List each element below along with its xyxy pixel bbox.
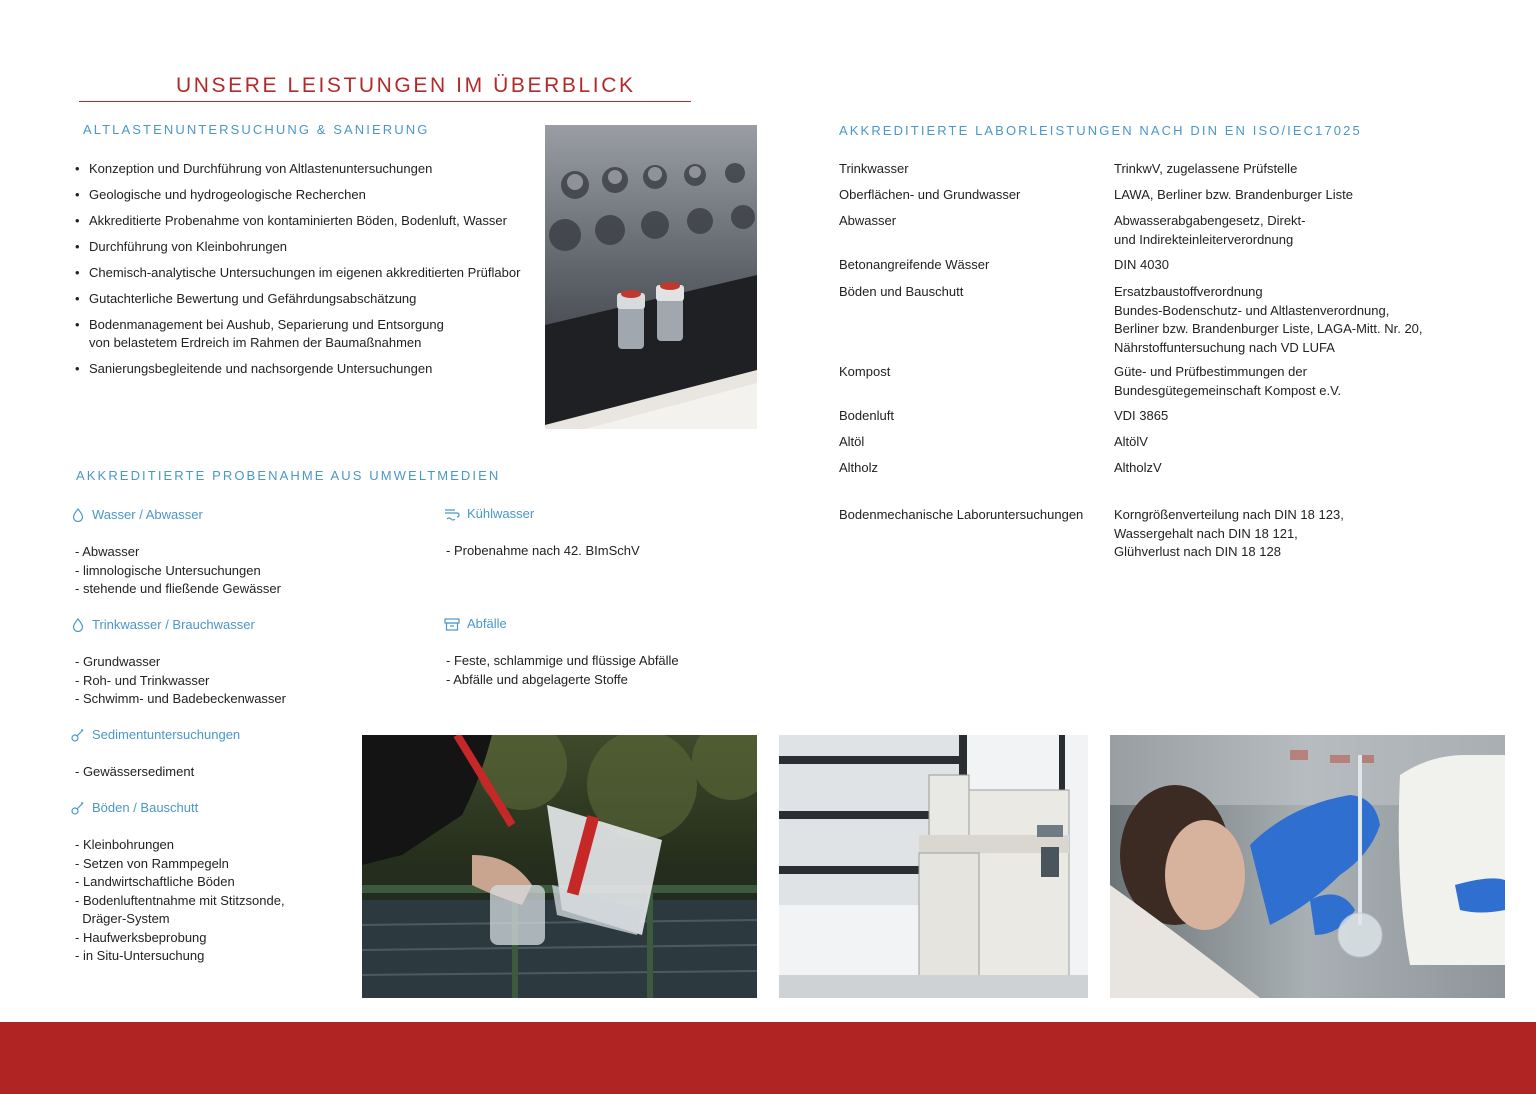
labor-row-value: LAWA, Berliner bzw. Brandenburger Liste xyxy=(1114,187,1353,202)
lab-instrument-photo xyxy=(779,735,1088,998)
labor-row-value: VDI 3865 xyxy=(1114,408,1169,423)
labor-row-name: Bodenmechanische Laboruntersuchungen xyxy=(839,507,1084,522)
labor-row-value: AltholzV xyxy=(1114,460,1162,475)
labor-heading: AKKREDITIERTE LABORLEISTUNGEN NACH DIN EN ISO/IEC17025 xyxy=(839,123,1362,138)
waste-box-icon xyxy=(444,617,460,631)
list-item: - in Situ-Untersuchung xyxy=(75,948,205,963)
category-list xyxy=(75,543,281,599)
labor-row-name: Abwasser xyxy=(839,213,897,228)
droplet-icon xyxy=(71,618,85,632)
category-list xyxy=(446,542,640,561)
cooling-water-icon xyxy=(444,507,460,521)
labor-row-value: TrinkwV, zugelassene Prüfstelle xyxy=(1114,161,1298,176)
altlasten-heading: ALTLASTENUNTERSUCHUNG & SANIERUNG xyxy=(83,122,430,137)
labor-row-name: Altholz xyxy=(839,460,879,475)
soil-probe-icon xyxy=(71,801,85,815)
list-item: - Bodenluftentnahme mit Stitzsonde, Dräger-System xyxy=(75,892,285,926)
list-item: • Konzeption und Durchführung von Altlastenuntersuchungen xyxy=(75,160,545,178)
labor-row-value: Ersatzbaustoffverordnung Bundes-Bodenschutz- und Altlastenverordnung, Berliner bzw. Brandenburger Liste, LAGA-Mitt. Nr. 20, Nährstoffuntersuchung nach VD LUFA xyxy=(1114,284,1423,355)
category-heading: Abfälle xyxy=(444,616,507,631)
list-item: - Probenahme nach 42. BImSchV xyxy=(446,543,640,558)
probenahme-heading: AKKREDITIERTE PROBENAHME AUS UMWELTMEDIEN xyxy=(76,468,501,483)
list-item: • Chemisch-analytische Untersuchungen im eigenen akkreditierten Prüflabor xyxy=(75,264,545,282)
labor-row-name: Kompost xyxy=(839,364,891,379)
list-item: - Haufwerksbeprobung xyxy=(75,929,207,945)
sediment-probe-icon xyxy=(71,728,85,742)
list-item: - Feste, schlammige und flüssige Abfälle xyxy=(446,653,679,668)
labor-row-name: Oberflächen- und Grundwasser xyxy=(839,187,1021,202)
list-item: • Gutachterliche Bewertung und Gefährdungsabschätzung xyxy=(75,290,545,308)
category-list xyxy=(75,836,285,966)
category-list xyxy=(75,653,286,709)
footer-bar xyxy=(0,1022,1536,1094)
vials-photo xyxy=(545,125,757,429)
category-heading: Sedimentuntersuchungen xyxy=(71,727,240,742)
list-item: - Gewässersediment xyxy=(75,764,195,779)
list-item: - Schwimm- und Badebeckenwasser xyxy=(75,691,286,706)
list-item: - stehende und fließende Gewässer xyxy=(75,581,281,596)
list-item: - Kleinbohrungen xyxy=(75,837,175,852)
labor-row-value: Korngrößenverteilung nach DIN 18 123, Wassergehalt nach DIN 18 121, Glühverlust nach DIN 18 128 xyxy=(1114,507,1344,559)
labor-row-name: Altöl xyxy=(839,434,865,449)
category-heading: Trinkwasser / Brauchwasser xyxy=(71,617,255,632)
list-item: • Akkreditierte Probenahme von kontaminierten Böden, Bodenluft, Wasser xyxy=(75,212,545,230)
list-item: - limnologische Untersuchungen xyxy=(75,562,261,578)
list-item: - Grundwasser xyxy=(75,654,161,669)
list-item: - Setzen von Rammpegeln xyxy=(75,855,229,871)
category-heading: Kühlwasser xyxy=(444,506,534,521)
labor-row-name: Bodenluft xyxy=(839,408,894,423)
labor-row-value: Abwasserabgabengesetz, Direkt- und Indirekteinleiterverordnung xyxy=(1114,213,1306,247)
list-item: - Abfälle und abgelagerte Stoffe xyxy=(446,671,628,687)
list-item: • Sanierungsbegleitende und nachsorgende Untersuchungen xyxy=(75,360,545,378)
category-list xyxy=(75,763,194,782)
droplet-icon xyxy=(71,508,85,522)
labor-row-value: AltölV xyxy=(1114,434,1148,449)
list-item: - Abwasser xyxy=(75,544,140,559)
list-item: - Landwirtschaftliche Böden xyxy=(75,874,235,889)
list-item: • Geologische und hydrogeologische Recherchen xyxy=(75,186,545,204)
altlasten-list xyxy=(75,160,545,378)
page-title: UNSERE LEISTUNGEN IM ÜBERBLICK xyxy=(176,74,636,97)
title-divider xyxy=(79,101,691,102)
labor-row-name: Trinkwasser xyxy=(839,161,909,176)
category-list xyxy=(446,652,679,689)
water-sampling-photo xyxy=(362,735,757,998)
scientist-photo xyxy=(1110,735,1505,998)
list-item: - Roh- und Trinkwasser xyxy=(75,672,210,688)
labor-row-value: DIN 4030 xyxy=(1114,257,1169,272)
category-heading: Wasser / Abwasser xyxy=(71,507,203,522)
labor-row-name: Betonangreifende Wässer xyxy=(839,257,990,272)
labor-row-name: Böden und Bauschutt xyxy=(839,284,964,299)
list-item: • Bodenmanagement bei Aushub, Separierung und Entsorgung von belastetem Erdreich im Rahmen der Baumaßnahmen xyxy=(75,316,545,352)
list-item: • Durchführung von Kleinbohrungen xyxy=(75,238,545,256)
labor-row-value: Güte- und Prüfbestimmungen der Bundesgütegemeinschaft Kompost e.V. xyxy=(1114,364,1342,398)
category-heading: Böden / Bauschutt xyxy=(71,800,198,815)
